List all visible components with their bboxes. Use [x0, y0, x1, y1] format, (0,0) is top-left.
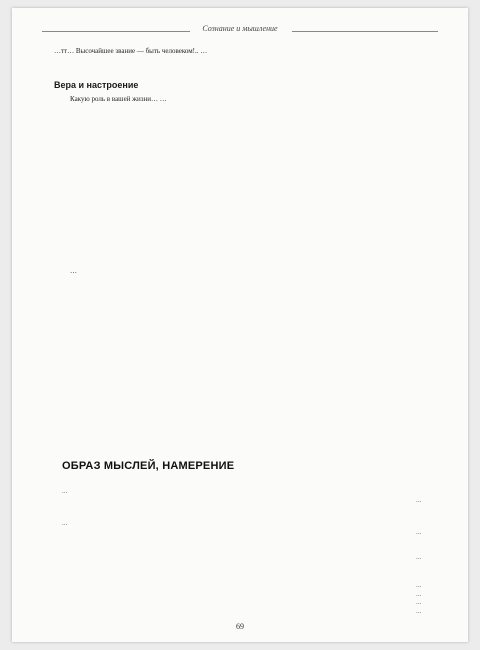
- page-number: 69: [236, 622, 244, 631]
- epigraph-text: …: [62, 489, 68, 495]
- body-paragraph-text: …: [70, 267, 77, 275]
- running-head: [42, 24, 438, 38]
- poem-line: …: [416, 583, 422, 589]
- poem-epigraph: [162, 582, 422, 616]
- epigraph: [62, 488, 422, 506]
- body-paragraph: [54, 266, 426, 276]
- epigraph: [62, 520, 422, 538]
- poem-line: …: [416, 591, 422, 598]
- body-paragraph: [54, 94, 426, 104]
- running-head-title: Сознание и мышление: [202, 24, 278, 33]
- book-page: [12, 8, 468, 642]
- body-paragraph-text: Какую роль в вашей жизни… …: [70, 95, 167, 103]
- epigraph-text: …: [62, 521, 68, 527]
- running-head-rule-right: [292, 31, 438, 32]
- poem-line: …: [416, 608, 422, 615]
- section-heading: Вера и настроение: [54, 80, 139, 90]
- epigraph-source: …: [416, 498, 422, 504]
- poem-line: …: [416, 600, 422, 607]
- epigraph: [62, 554, 422, 563]
- chapter-heading: ОБРАЗ МЫСЛЕЙ, НАМЕРЕНИЕ: [62, 460, 235, 472]
- epigraph-text: …: [416, 555, 422, 561]
- epigraph-source: …: [416, 530, 422, 536]
- continued-paragraph: …тт… Высочайшее звание — быть человеком!.. …: [54, 47, 208, 55]
